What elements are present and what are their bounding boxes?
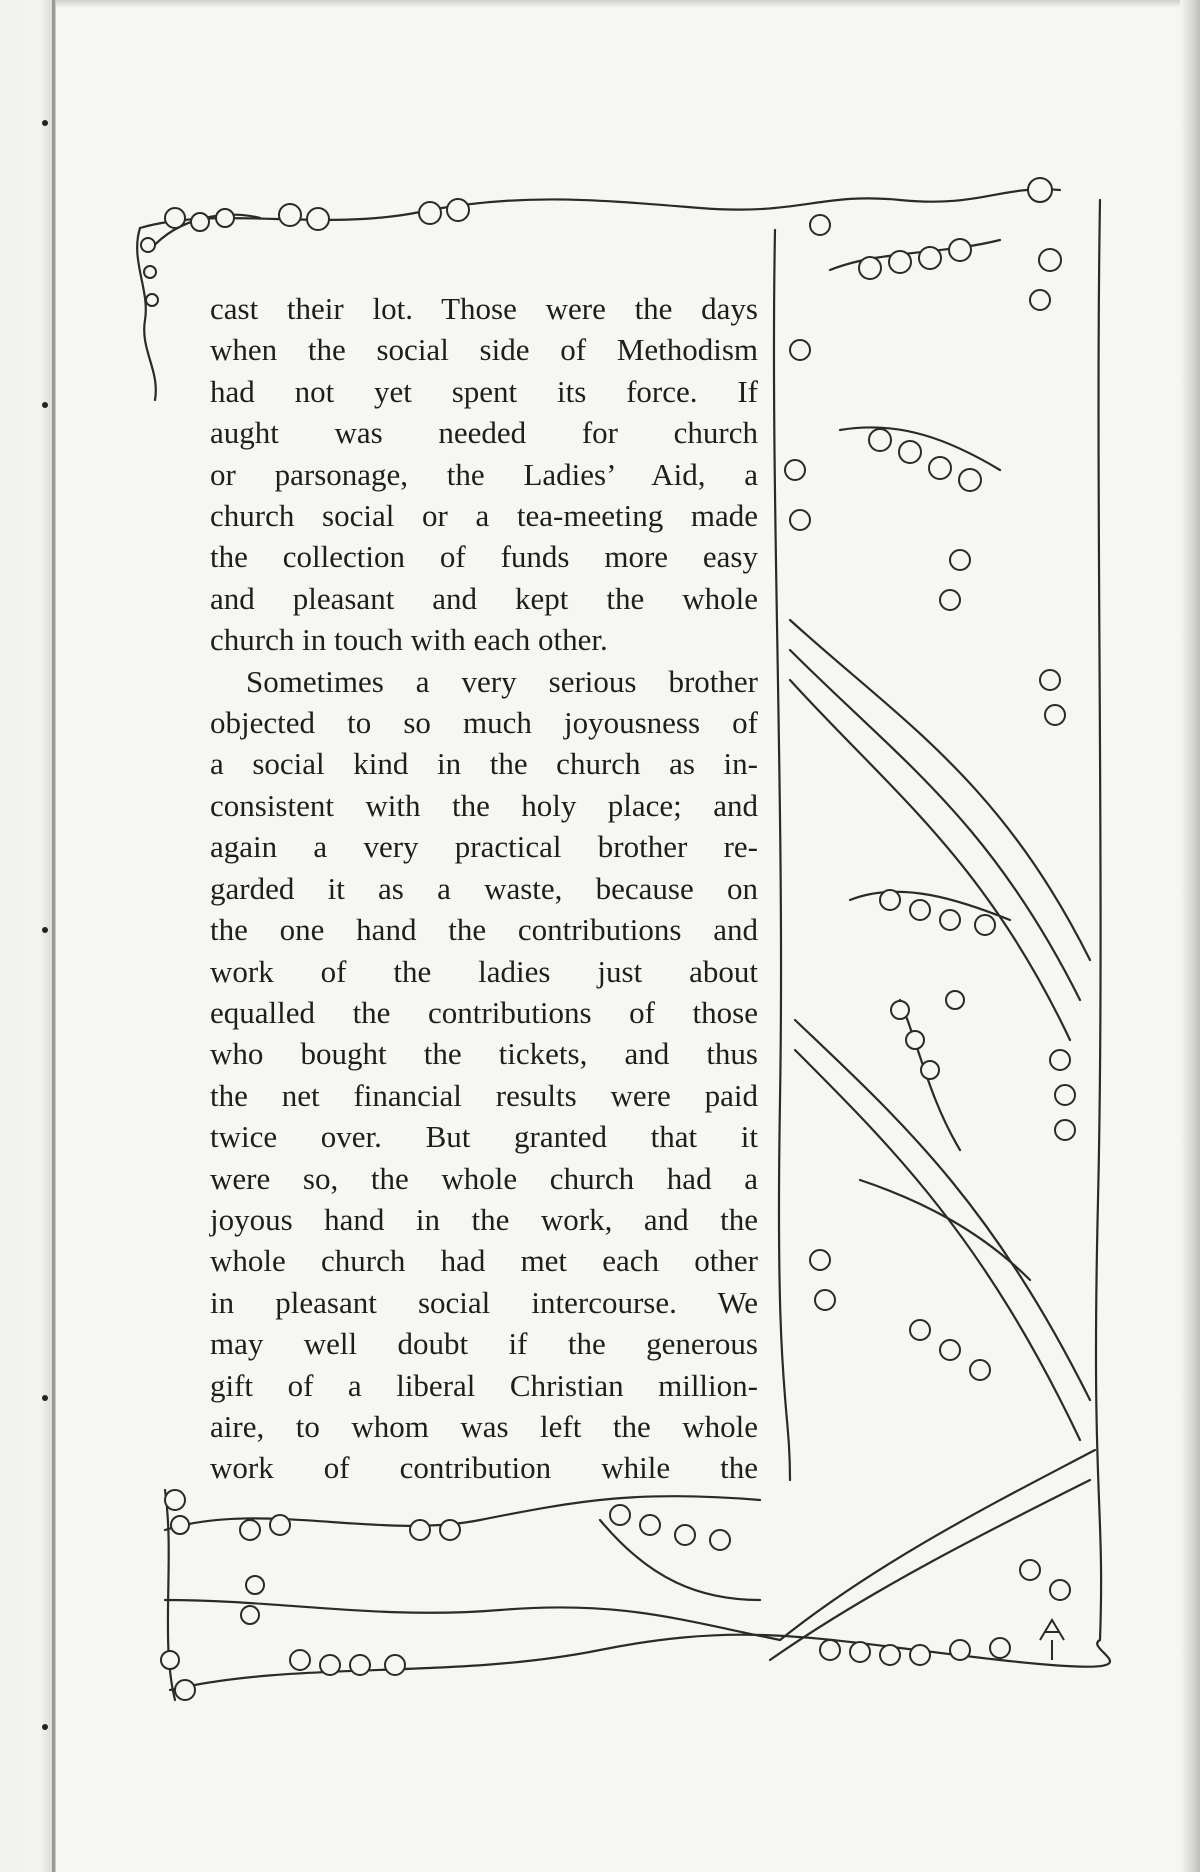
lily-bell [410,1520,430,1540]
text-line: joyous hand in the work, and the [210,1201,758,1237]
lily-bell [165,208,185,228]
lily-bell [1028,178,1052,202]
lily-bell [910,1320,930,1340]
lily-bell [790,510,810,530]
lily-bell [191,213,209,231]
text-line: in pleasant social intercourse. We [210,1284,758,1320]
text-line: gift of a liberal Christian million- [210,1367,758,1403]
lily-bud [146,294,158,306]
lily-bell [906,1031,924,1049]
lily-bell [949,239,971,261]
lily-bell [820,1640,840,1660]
text-line: or parsonage, the Ladies’ Aid, a [210,456,758,492]
lily-bell [270,1515,290,1535]
lily-bell [1055,1085,1075,1105]
lily-bell [970,1360,990,1380]
lily-bell [1050,1580,1070,1600]
lily-bell [1039,249,1061,271]
lily-bell [785,460,805,480]
lily-bell [1045,705,1065,725]
paragraph-1 [210,288,758,661]
lily-bell [950,550,970,570]
lily-bell [919,247,941,269]
lily-bell [175,1680,195,1700]
text-line: may well doubt if the generous [210,1326,758,1362]
lily-bell [946,991,964,1009]
text-line: who bought the tickets, and thus [210,1036,758,1072]
lily-bell [320,1655,340,1675]
text-line: the collection of funds more easy [210,539,758,575]
lily-bell [419,202,441,224]
text-line: aught was needed for church [210,415,758,451]
lily-bell [850,1642,870,1662]
lily-bell [1040,670,1060,690]
lily-bell [350,1655,370,1675]
text-line: whole church had met each other [210,1243,758,1279]
artist-monogram [1040,1620,1064,1660]
text-line: garded it as a waste, because on [210,870,758,906]
top-vine [140,189,1060,228]
text-line: church in touch with each other. [210,622,608,658]
lily-bell [1050,1050,1070,1070]
text-line: the net financial results were paid [210,1077,758,1113]
paragraph-2 [210,661,758,1489]
lily-bell [246,1576,264,1594]
lily-bell [241,1606,259,1624]
leaf-sweep [795,1050,1080,1440]
lily-bell [1020,1560,1040,1580]
text-line: Sometimes a very serious brother [246,663,758,699]
lily-bell [1030,290,1050,310]
text-line: objected to so much joyousness of [210,705,758,741]
lily-bell [610,1505,630,1525]
body-text [210,288,758,1489]
lily-bell [880,890,900,910]
text-line: a social kind in the church as in- [210,746,758,782]
lily-bell [910,1645,930,1665]
lily-bell [940,910,960,930]
lily-bell [891,1001,909,1019]
lily-bell [385,1655,405,1675]
lily-bell [929,457,951,479]
lily-bell [869,429,891,451]
lily-bell [171,1516,189,1534]
lily-bud [144,266,156,278]
leaf-sweep [790,650,1080,1000]
lily-bell [899,441,921,463]
text-line: church social or a tea-meeting made [210,498,758,534]
lily-bell [950,1640,970,1660]
text-line: cast their lot. Those were the days [210,291,758,326]
lily-bell [1055,1120,1075,1140]
lily-bud [141,238,155,252]
lily-bell [675,1525,695,1545]
lily-bell [889,251,911,273]
lily-bell [810,215,830,235]
lily-bell [640,1515,660,1535]
lily-bell [815,1290,835,1310]
lily-bell [790,340,810,360]
lily-bell [810,1250,830,1270]
text-line: the one hand the contributions and [210,912,758,948]
text-line: again a very practical brother re- [210,829,758,865]
lily-bell [710,1530,730,1550]
leaf-sweep [780,1450,1095,1640]
lily-bell [940,1340,960,1360]
flower-stem [860,1180,1030,1280]
lily-bell [959,469,981,491]
lily-bell [240,1520,260,1540]
lily-bell [307,208,329,230]
text-line: work of the ladies just about [210,953,758,989]
lily-bell [279,204,301,226]
text-line: had not yet spent its force. If [210,373,758,409]
right-panel-outer-edge [1096,200,1101,1640]
text-line: consistent with the holy place; and [210,787,758,823]
bottom-vine [170,1635,1110,1690]
lily-bell [859,257,881,279]
lily-bell [290,1650,310,1670]
leaf-sweep [790,680,1070,1040]
text-line: aire, to whom was left the whole [210,1408,758,1444]
lily-bell [216,209,234,227]
text-line: equalled the contributions of those [210,994,758,1030]
lily-bell [921,1061,939,1079]
lily-bell [975,915,995,935]
text-line: twice over. But granted that it [210,1119,758,1155]
text-line: were so, the whole church had a [210,1160,758,1196]
text-line: and pleasant and kept the whole [210,580,758,616]
text-line: when the social side of Methodism [210,332,758,368]
lily-bell [990,1638,1010,1658]
flower-stem [830,240,1000,270]
lily-bell [165,1490,185,1510]
left-corner-vine [137,228,156,400]
lily-bell [440,1520,460,1540]
text-line: work of contribution while the [210,1450,758,1486]
lily-bell [447,199,469,221]
lily-bell [910,900,930,920]
lily-bell [161,1651,179,1669]
lily-bell [880,1645,900,1665]
right-panel-inner-edge [774,230,790,1480]
leaf-sweep [770,1480,1090,1660]
lily-bell [940,590,960,610]
